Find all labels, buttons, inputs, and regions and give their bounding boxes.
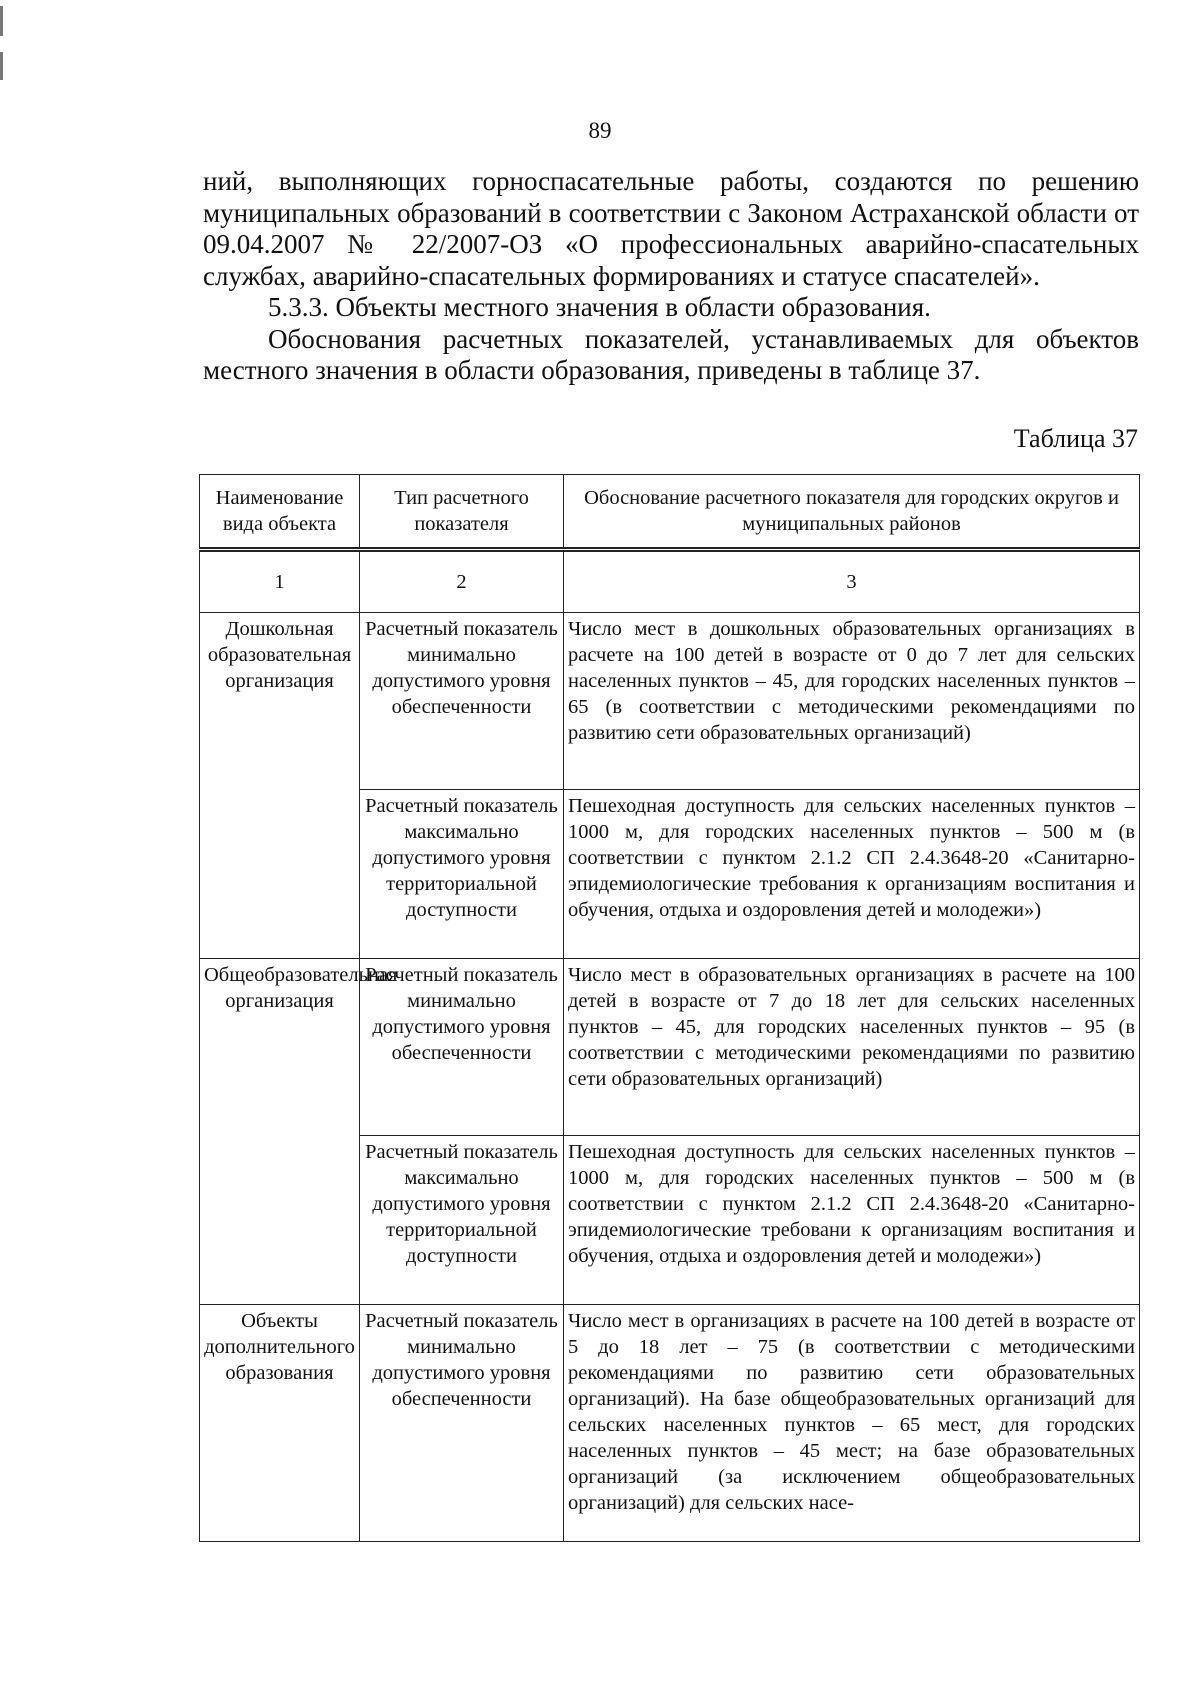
justification-cell: Пешеходная доступность для сельских населенных пунктов – 1000 м, для городских населенных пунктов – 500 м (в соответствии с пунктом 2.1.2 СП 2.4.3648-20 «Санитарно-эпидемиологические требовани к организациям воспитания и обучения, отдыха и оздоровления детей и молодежи») <box>564 1136 1140 1305</box>
table-header-row <box>200 475 1140 550</box>
scan-edge-mark <box>0 6 3 36</box>
column-number: 1 <box>200 550 360 613</box>
indicator-type-cell: Расчетный показатель минимально допустимого уровня обеспеченности <box>360 1305 564 1542</box>
object-name-cell: Объекты дополнительного образования <box>200 1305 360 1542</box>
column-number-row <box>200 550 1140 613</box>
section-heading: 5.3.3. Объекты местного значения в области образования. <box>268 292 931 322</box>
header-indicator-type: Тип расчетного показателя <box>360 475 564 550</box>
intro-paragraph: Обоснования расчетных показателей, устанавливаемых для объектов местного значения в области образования, приведены в таблице 37. <box>203 323 1139 385</box>
indicators-table <box>199 474 1140 1542</box>
justification-cell: Число мест в образовательных организациях в расчете на 100 детей в возрасте от 7 до 18 лет для сельских населенных пунктов – 45, для городских населенных пунктов – 95 (в соответствии с методическими рекомендациями по развитию сети образовательных организаций) <box>564 959 1140 1136</box>
justification-cell: Число мест в дошкольных образовательных организациях в расчете на 100 детей в возрасте от 0 до 7 лет для сельских населенных пунктов – 45, для городских населенных пунктов – 65 (в соответствии с методическими рекомендациями по развитию сети образовательных организаций) <box>564 613 1140 790</box>
indicator-type-cell: Расчетный показатель максимально допустимого уровня территориальной доступности <box>360 1136 564 1305</box>
indicator-type-cell: Расчетный показатель минимально допустимого уровня обеспеченности <box>360 959 564 1136</box>
table-row <box>200 613 1140 790</box>
object-name-cell: Общеобразовательная организация <box>200 959 360 1305</box>
object-name-cell: Дошкольная образовательная организация <box>200 613 360 959</box>
intro-paragraph: ний, выполняющих горноспасательные работы, создаются по решению муниципальных образований в соответствии с Законом Астраханской области от 09.04.2007 № 22/2007-ОЗ «О профессиональных аварийно-спасательных службах, аварийно-спасательных формированиях и статусе спасателей». <box>203 166 1139 291</box>
header-justification: Обоснование расчетного показателя для городских округов и муниципальных районов <box>564 475 1140 550</box>
column-number: 3 <box>564 550 1140 613</box>
indicator-type-cell: Расчетный показатель минимально допустимого уровня обеспеченности <box>360 613 564 790</box>
table-caption: Таблица 37 <box>1013 424 1138 453</box>
table-row <box>200 1305 1140 1542</box>
table-row <box>200 959 1140 1136</box>
scan-edge-mark <box>0 52 3 80</box>
justification-cell: Пешеходная доступность для сельских населенных пунктов – 1000 м, для городских населенных пунктов – 500 м (в соответствии с пунктом 2.1.2 СП 2.4.3648-20 «Санитарно-эпидемиологические требования к организациям воспитания и обучения, отдыха и оздоровления детей и молодежи») <box>564 790 1140 959</box>
column-number: 2 <box>360 550 564 613</box>
justification-cell: Число мест в организациях в расчете на 100 детей в возрасте от 5 до 18 лет – 75 (в соответствии с методическими рекомендациями по развитию сети образовательных организаций). На базе общеобразовательных организаций для сельских населенных пунктов – 65 мест, для городских населенных пунктов – 45 мест; на базе образовательных организаций (за исключением общеобразовательных организаций) для сельских насе- <box>564 1305 1140 1542</box>
page-number: 89 <box>588 118 612 143</box>
header-object-type: Наименование вида объекта <box>200 475 360 550</box>
indicator-type-cell: Расчетный показатель максимально допустимого уровня территориальной доступности <box>360 790 564 959</box>
intro-text <box>203 166 1139 387</box>
